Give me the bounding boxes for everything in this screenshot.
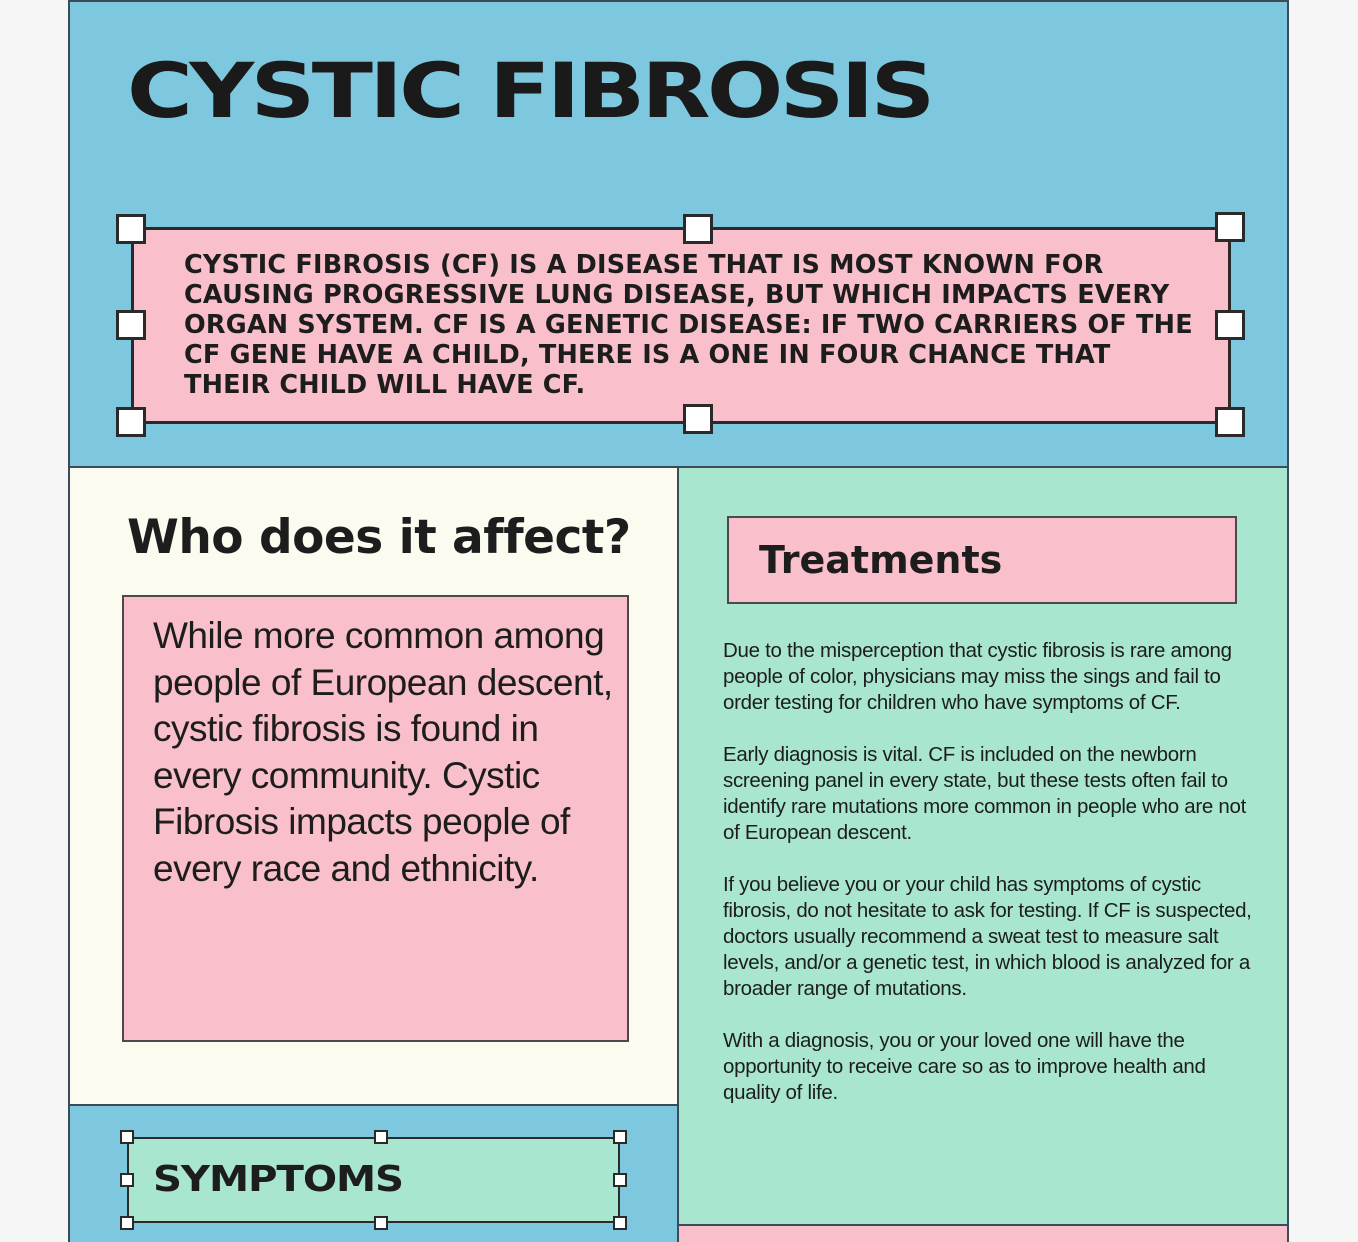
resize-handle-sm-bottom-left[interactable] — [120, 1216, 134, 1230]
symptoms-section — [70, 1104, 679, 1242]
resize-handle-middle-right[interactable] — [1215, 310, 1245, 340]
resize-handle-top-right[interactable] — [1215, 212, 1245, 242]
treatments-paragraph-4: With a diagnosis, you or your loved one will have the opportunity to receive care so as to improve health and quality of life. — [723, 1029, 1206, 1104]
page-title[interactable]: CYSTIC FIBROSIS — [127, 46, 932, 135]
resize-handle-sm-bottom-right[interactable] — [613, 1216, 627, 1230]
treatments-paragraph-1: Due to the misperception that cystic fibrosis is rare among people of color, physicians may miss the sings and fail to order testing for children who have symptoms of CF. — [723, 639, 1232, 714]
who-section — [70, 468, 679, 1104]
resize-handle-top-center[interactable] — [683, 214, 713, 244]
resize-handle-bottom-left[interactable] — [116, 407, 146, 437]
resize-handle-middle-left[interactable] — [116, 310, 146, 340]
treatments-heading-box[interactable] — [727, 516, 1237, 604]
resize-handle-top-left[interactable] — [116, 214, 146, 244]
resize-handle-sm-middle-right[interactable] — [613, 1173, 627, 1187]
symptoms-heading-box-selected[interactable] — [127, 1137, 620, 1223]
resize-handle-sm-top-right[interactable] — [613, 1130, 627, 1144]
treatments-paragraph-2: Early diagnosis is vital. CF is included on the newborn screening panel in every state, but these tests often fail to identify rare mutations more common in people who are not of European descent. — [723, 743, 1247, 844]
resize-handle-sm-middle-left[interactable] — [120, 1173, 134, 1187]
resize-handle-sm-top-left[interactable] — [120, 1130, 134, 1144]
treatments-heading: Treatments — [759, 538, 1003, 582]
next-section-edge — [679, 1224, 1289, 1242]
resize-handle-bottom-right[interactable] — [1215, 407, 1245, 437]
who-heading[interactable]: Who does it affect? — [127, 510, 631, 565]
resize-handle-sm-bottom-center[interactable] — [374, 1216, 388, 1230]
treatments-text[interactable] — [723, 638, 1253, 1132]
poster-canvas — [68, 0, 1289, 1242]
treatments-section — [679, 468, 1289, 1242]
resize-handle-sm-top-center[interactable] — [374, 1130, 388, 1144]
who-text-box[interactable] — [122, 595, 629, 1042]
intro-text: CYSTIC FIBROSIS (CF) IS A DISEASE THAT IS MOST KNOWN FOR CAUSING PROGRESSIVE LUNG DISEASE, BUT WHICH IMPACTS EVERY ORGAN SYSTEM. CF IS A GENETIC DISEASE: IF TWO CARRIERS OF THE CF GENE HAVE A CHILD, THERE IS A ONE IN FOUR CHANCE THAT THEIR CHILD WILL HAVE CF. — [184, 250, 1193, 400]
treatments-paragraph-3: If you believe you or your child has symptoms of cystic fibrosis, do not hesitate to ask for testing. If CF is suspected, doctors usually recommend a sweat test to measure salt levels, and/or a genetic test, in which blood is analyzed for a broader range of mutations. — [723, 873, 1252, 1000]
resize-handle-bottom-center[interactable] — [683, 404, 713, 434]
who-body-text: While more common among people of European descent, cystic fibrosis is found in every community. Cystic Fibrosis impacts people of every race and ethnicity. — [153, 615, 613, 889]
intro-text-box-selected[interactable] — [131, 227, 1231, 424]
symptoms-heading: SYMPTOMS — [153, 1159, 403, 1200]
header-section — [70, 2, 1287, 468]
